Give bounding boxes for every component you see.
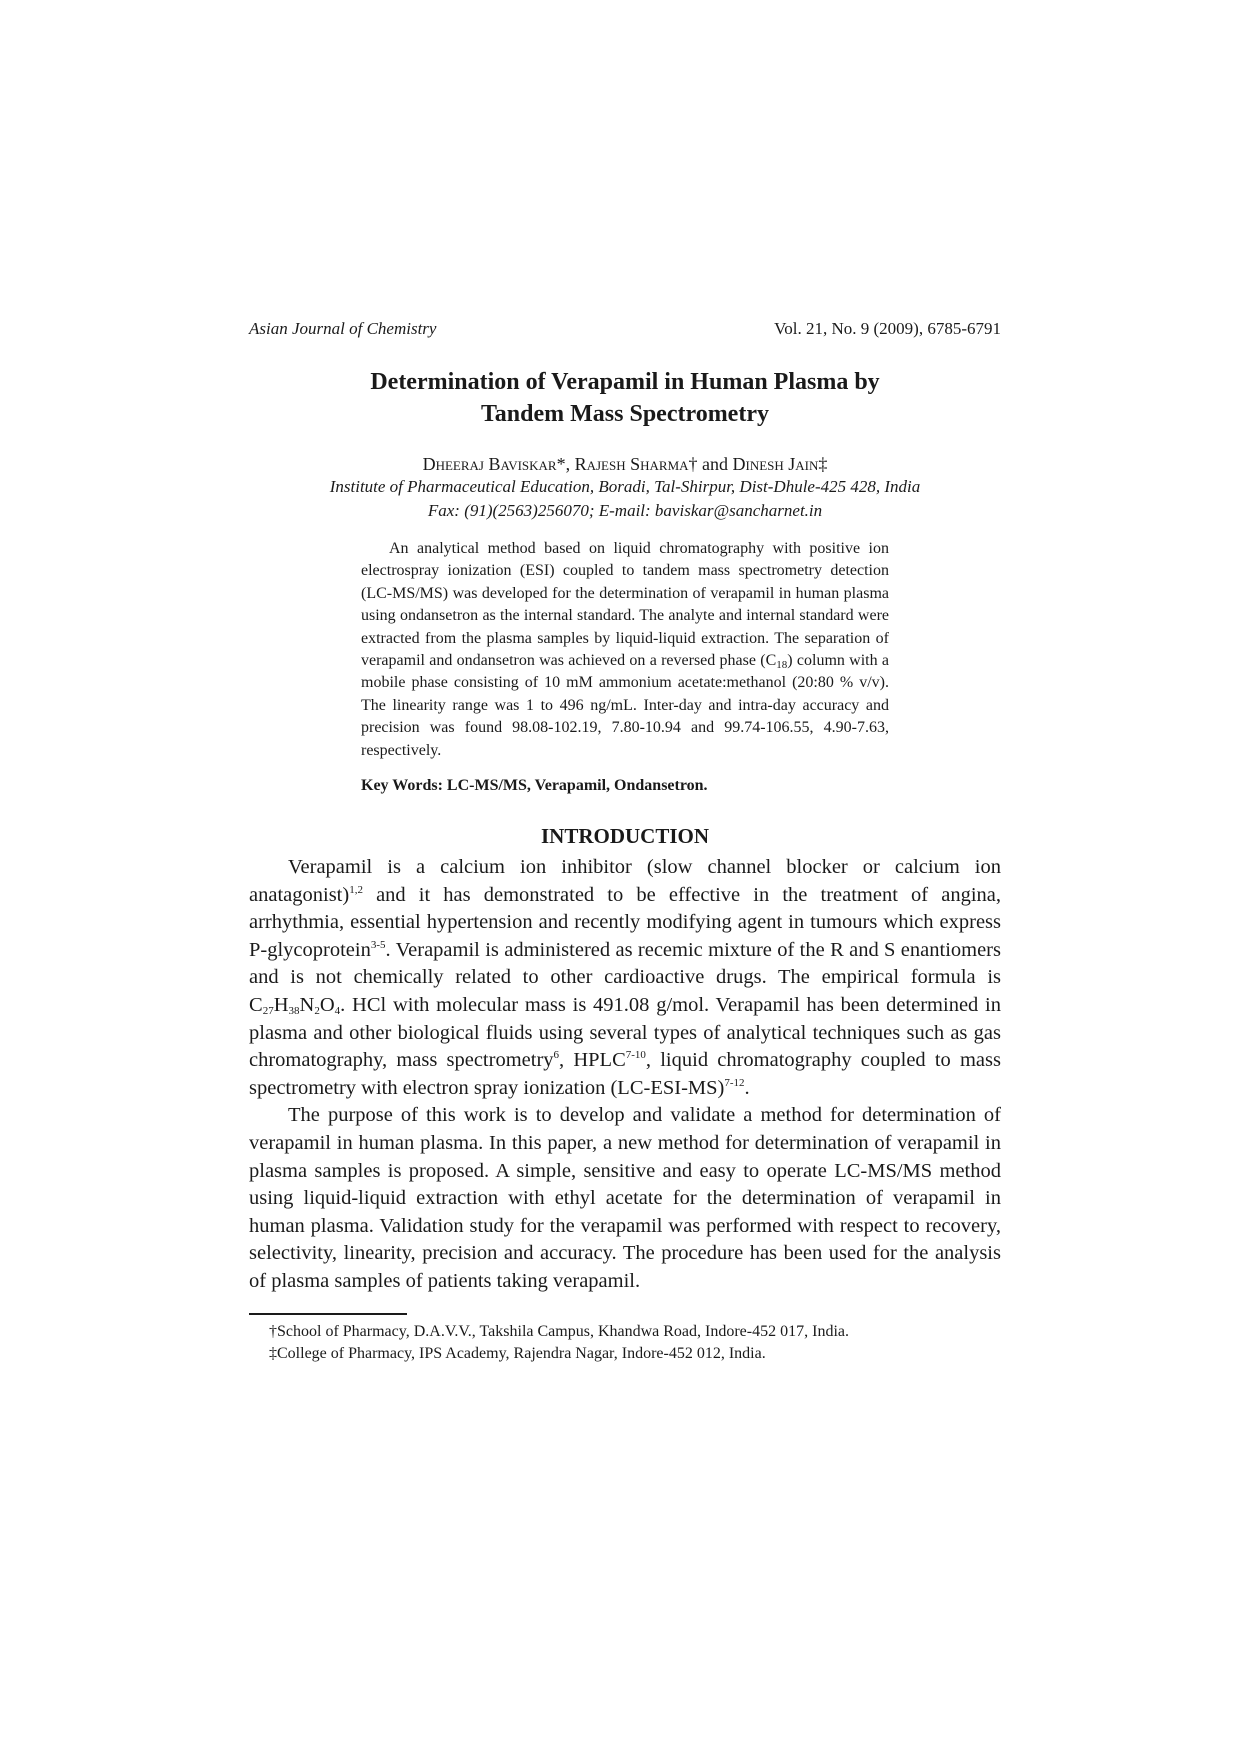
title-line-1: Determination of Verapamil in Human Plasma by [370,369,880,395]
volume-info: Vol. 21, No. 9 (2009), 6785-6791 [774,319,1001,338]
footnote: †School of Pharmacy, D.A.V.V., Takshila Campus, Khandwa Road, Indore-452 017, India. [269,1322,849,1340]
subscript: 18 [776,659,788,672]
author-name: Rajesh Sharma [574,454,689,474]
author-list [249,453,1001,475]
citation: 7-10 [625,1049,646,1062]
running-head [249,318,1001,340]
footnote: ‡College of Pharmacy, IPS Academy, Rajendra Nagar, Indore-452 012, India. [269,1344,766,1362]
footnote-rule [249,1313,407,1315]
text-run: . Verapamil is administered as recemic mixture of the R and S enantiomers and is not chemically related to other cardioactive drugs. The empirical formula is C [249,938,1001,1017]
section-heading-introduction: INTRODUCTION [540,824,710,849]
body-paragraph: The purpose of this work is to develop and validate a method for determination of verapamil in human plasma. In this paper, a new method for determination of verapamil in plasma samples is proposed. A simple, sensitive and easy to operate LC-MS/MS method using liquid-liquid extraction with ethyl acetate for the determination of verapamil in human plasma. Validation study for the verapamil was performed with respect to recovery, selectivity, linearity, precision and accuracy. The procedure has been used for the analysis of plasma samples of patients taking verapamil. [249,1104,1001,1292]
citation: 1,2 [349,883,363,896]
text-run: and it has demonstrated to be effective in the treatment of angina, arrhythmia, essential hypertension and recently modifying agent in tumours which express P-glycoprotein [249,883,1001,961]
keywords: Key Words: LC-MS/MS, Verapamil, Ondansetron. [361,777,708,795]
citation: 6 [553,1049,560,1062]
journal-name: Asian Journal of Chemistry [249,319,437,338]
subscript: 27 [262,1005,274,1018]
text-run: Verapamil is a calcium ion inhibitor (slow channel blocker or calcium ion anatagonist) [249,856,1001,906]
title-line-2: Tandem Mass Spectrometry [481,401,769,427]
author-name: Dheeraj Baviskar [422,454,557,474]
footnotes [249,1321,1001,1365]
abstract-text: An analytical method based on liquid chromatography with positive ion electrospray ionization (ESI) coupled to tandem mass spectrometry detection (LC-MS/MS) was developed for the determination of verapamil in human plasma using ondansetron as the internal standard. The analyte and internal standard were extracted from the plasma samples by liquid-liquid extraction. The separation of verapamil and ondansetron was achieved on a reversed phase (C [361,540,889,670]
text-run: , HPLC [559,1049,626,1072]
subscript: 4 [334,1005,341,1018]
author-mark: † [688,454,698,474]
introduction-body [249,854,1001,1296]
subscript: 38 [288,1005,300,1018]
citation: 3-5 [370,938,386,951]
author-mark: * [556,454,566,474]
text-run: N [299,994,315,1017]
affiliation-contact: Fax: (91)(2563)256070; E-mail: baviskar@sancharnet.in [427,501,823,520]
text-run: . [744,1076,750,1099]
author-separator: , [565,454,575,474]
paper-page [249,318,1001,1365]
abstract-text: ) column with a mobile phase consisting of 10 mM ammonium acetate:methanol (20:80 % v/v). The linearity range was 1 to 496 ng/mL. Inter-day and intra-day accuracy and precision was found 98.08-102.19, 7.80-10.94 and 99.74-106.55, 4.90-7.63, respectively. [361,652,889,759]
author-name: Dinesh Jain [732,454,819,474]
text-run: . HCl with molecular mass is 491.08 g/mol. Verapamil has been determined in plasma and other biological fluids using several types of analytical techniques such as gas chromatography, mass spectrometry [249,994,1001,1072]
text-run: O [319,994,335,1017]
citation: 7-12 [724,1076,745,1089]
body-paragraph [249,854,1001,1102]
author-mark: ‡ [818,454,828,474]
abstract [361,538,889,762]
subscript: 2 [314,1005,320,1018]
affiliation-institute: Institute of Pharmaceutical Education, Boradi, Tal-Shirpur, Dist-Dhule-425 428, India [329,477,921,496]
paper-title [249,366,1001,430]
author-separator: and [697,454,733,474]
text-run: H [273,994,289,1017]
text-run: , liquid chromatography coupled to mass spectrometry with electron spray ionization (LC-ESI-MS) [249,1049,1001,1099]
